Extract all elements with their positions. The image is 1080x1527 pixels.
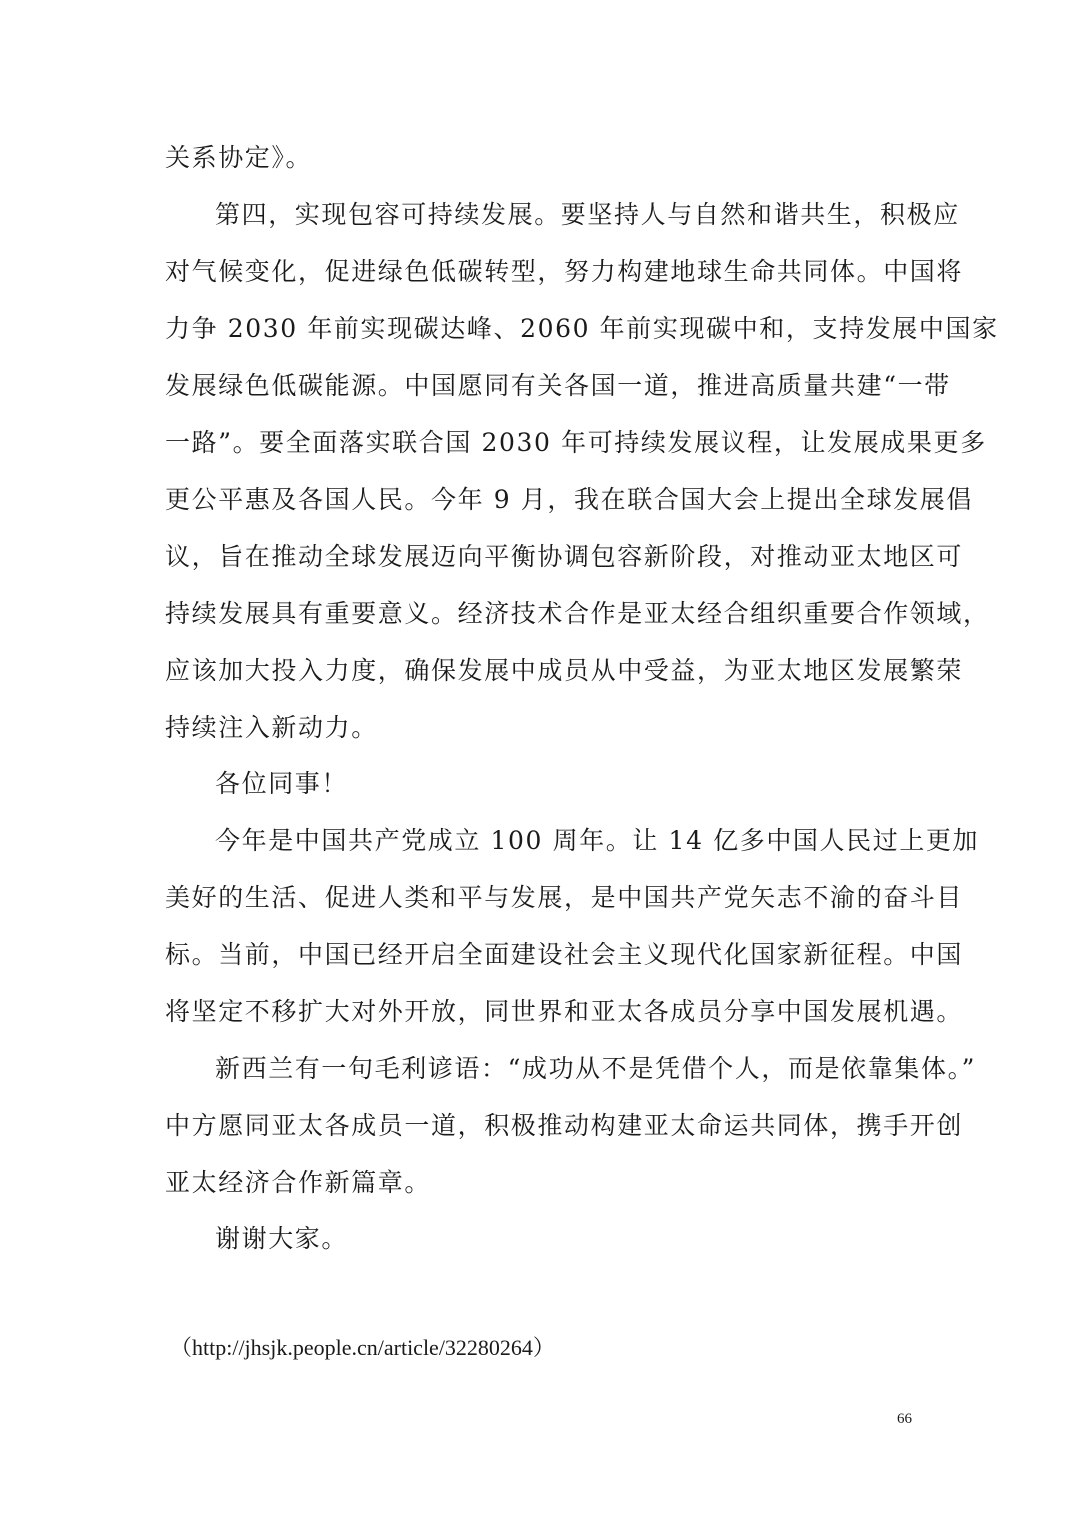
text-line: 谢谢大家。 xyxy=(215,1224,349,1253)
text-line: 发展绿色低碳能源。中国愿同有关各国一道，推进高质量共建“一带 xyxy=(165,371,951,400)
text-line: 持续注入新动力。 xyxy=(165,713,378,742)
text-line: 今年是中国共产党成立 100 周年。让 14 亿多中国人民过上更加 xyxy=(215,826,980,855)
text-line: 各位同事！ xyxy=(215,769,349,798)
text-line: 一路”。要全面落实联合国 2030 年可持续发展议程，让发展成果更多 xyxy=(165,428,987,457)
text-line: 将坚定不移扩大对外开放，同世界和亚太各成员分享中国发展机遇。 xyxy=(165,997,964,1026)
text-line: 力争 2030 年前实现碳达峰、2060 年前实现碳中和，支持发展中国家 xyxy=(165,314,999,343)
text-line: 持续发展具有重要意义。经济技术合作是亚太经合组织重要合作领域， xyxy=(165,599,990,628)
text-line: 新西兰有一句毛利谚语：“成功从不是凭借个人，而是依靠集体。” xyxy=(215,1054,977,1083)
text-line: 议，旨在推动全球发展迈向平衡协调包容新阶段，对推动亚太地区可 xyxy=(165,542,964,571)
source-link[interactable]: （http://jhsjk.people.cn/article/32280264） xyxy=(170,1335,555,1360)
text-line: 应该加大投入力度，确保发展中成员从中受益，为亚太地区发展繁荣 xyxy=(165,656,964,685)
text-line: 对气候变化，促进绿色低碳转型，努力构建地球生命共同体。中国将 xyxy=(165,257,964,286)
text-line: 中方愿同亚太各成员一道，积极推动构建亚太命运共同体，携手开创 xyxy=(165,1111,964,1140)
text-line: 第四，实现包容可持续发展。要坚持人与自然和谐共生，积极应 xyxy=(215,200,960,229)
text-line: 美好的生活、促进人类和平与发展，是中国共产党矢志不渝的奋斗目 xyxy=(165,883,964,912)
text-line: 关系协定》。 xyxy=(165,143,313,172)
page-number: 66 xyxy=(897,1411,912,1427)
text-line: 亚太经济合作新篇章。 xyxy=(165,1168,432,1197)
text-line: 标。当前，中国已经开启全面建设社会主义现代化国家新征程。中国 xyxy=(165,940,964,969)
text-line: 更公平惠及各国人民。今年 9 月，我在联合国大会上提出全球发展倡 xyxy=(165,485,974,514)
